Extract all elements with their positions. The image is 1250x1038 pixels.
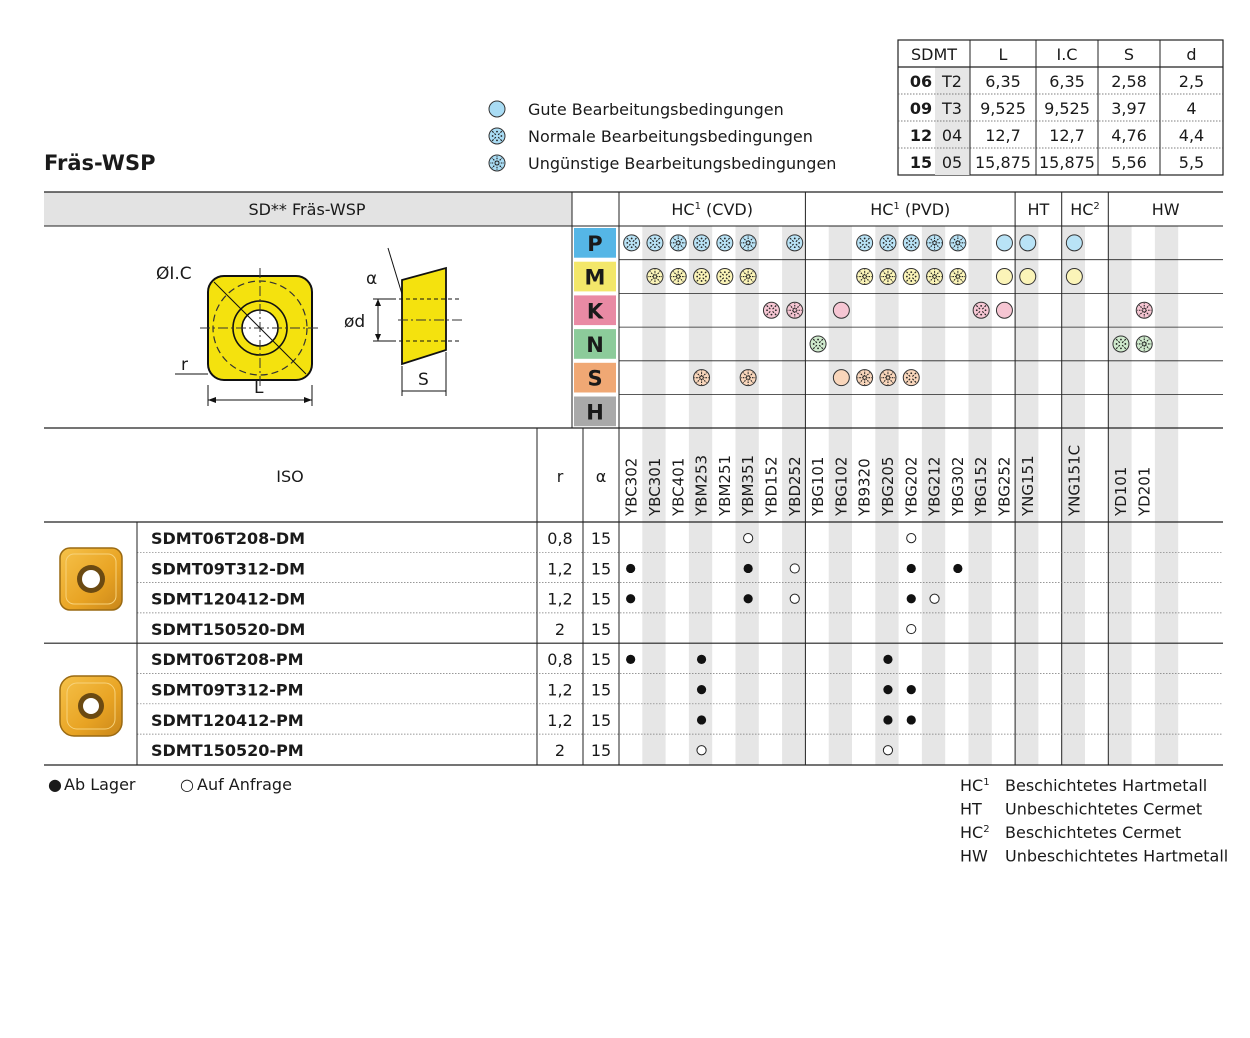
product-name: SDMT09T312-PM — [151, 680, 304, 700]
in-stock-dot — [907, 564, 916, 573]
product-radius: 1,2 — [547, 589, 573, 609]
dimension-value-ic: 6,35 — [1049, 72, 1085, 91]
dimension-header: d — [1186, 45, 1197, 64]
abbr-text: Unbeschichtetes Hartmetall — [1005, 846, 1229, 866]
abbr-text: Unbeschichtetes Cermet — [1005, 799, 1203, 819]
in-stock-dot — [697, 715, 706, 724]
in-stock-dot — [883, 655, 892, 664]
starburst-circle-icon — [489, 155, 505, 171]
dimension-suffix: 04 — [941, 126, 963, 145]
material-code: K — [586, 299, 604, 324]
S-label: S — [418, 370, 429, 390]
dimension-value-s: 2,58 — [1111, 72, 1147, 91]
grade-label: YBG212 — [925, 456, 944, 516]
abbr-code: HT — [960, 799, 982, 819]
condition-bad-icon — [880, 269, 896, 285]
grade-label: YBG152 — [972, 456, 991, 516]
on-request-dot — [790, 564, 799, 573]
product-radius: 1,2 — [547, 710, 573, 730]
abbr-code: $HC^1$ — [960, 776, 990, 795]
product-radius: 2 — [554, 741, 566, 761]
ic-label: ØI.C — [156, 264, 192, 284]
grade-label: YBM351 — [739, 454, 758, 516]
dimension-suffix: 05 — [941, 153, 963, 172]
grade-label: YBC301 — [645, 457, 664, 516]
in-stock-dot — [907, 594, 916, 603]
group-header: $HC^2$ — [1070, 200, 1100, 219]
dimension-size: 15 — [909, 153, 933, 172]
grade-label: YB9320 — [855, 458, 874, 516]
dimension-value-d: 4,4 — [1178, 126, 1205, 145]
on-request-dot — [697, 746, 706, 755]
circle-icon — [489, 101, 505, 117]
condition-normal-icon — [694, 235, 710, 251]
condition-normal-icon — [647, 235, 663, 251]
condition-bad-icon — [880, 370, 896, 386]
on-request-dot — [744, 534, 753, 543]
dimension-value-s: 4,76 — [1111, 126, 1147, 145]
dimension-suffix: T3 — [942, 99, 962, 118]
in-stock-symbol: ● — [48, 775, 62, 794]
on-request-dot — [930, 594, 939, 603]
alpha-header: α — [595, 467, 607, 486]
condition-normal-icon — [787, 235, 803, 251]
section-header: SD** Fräs-WSP — [248, 200, 366, 219]
condition-normal-icon — [973, 302, 989, 318]
condition-normal-icon — [903, 269, 919, 285]
condition-bad-icon — [740, 269, 756, 285]
on-request-symbol: ○ — [180, 775, 194, 794]
product-angle: 15 — [590, 619, 612, 639]
condition-normal-icon — [857, 235, 873, 251]
grade-label: YBM251 — [715, 454, 734, 516]
dimension-value-d: 5,5 — [1178, 153, 1205, 172]
L-label: L — [254, 378, 264, 398]
dimension-value-l: 9,525 — [980, 99, 1026, 118]
condition-normal-icon — [903, 235, 919, 251]
dimension-header: L — [998, 45, 1008, 64]
dimension-suffix: T2 — [942, 72, 962, 91]
group-header: HW — [1151, 200, 1180, 219]
grade-label: YBG202 — [902, 456, 921, 516]
material-code: P — [587, 231, 603, 256]
in-stock-dot — [626, 564, 635, 573]
abbr-code: HW — [960, 846, 988, 866]
product-angle: 15 — [590, 529, 612, 548]
condition-normal-icon — [763, 302, 779, 318]
condition-bad-icon — [694, 370, 710, 386]
grade-label: YBG302 — [948, 456, 967, 516]
product-name: SDMT09T312-DM — [151, 559, 306, 579]
insert-front-view — [156, 264, 320, 406]
product-name: SDMT120412-PM — [151, 710, 304, 730]
condition-bad-icon — [927, 269, 943, 285]
in-stock-dot — [883, 715, 892, 724]
in-stock-label: Ab Lager — [64, 775, 136, 794]
condition-bad-icon — [950, 269, 966, 285]
grade-label: YBD252 — [785, 456, 804, 516]
dimension-size: 06 — [909, 72, 933, 91]
alpha-label: α — [366, 269, 378, 289]
grade-label: YBG101 — [809, 456, 828, 516]
abbreviation-legend — [960, 776, 1228, 866]
dimension-value-l: 6,35 — [985, 72, 1021, 91]
in-stock-dot — [697, 655, 706, 664]
grade-label: YD101 — [1111, 466, 1130, 516]
product-radius: 0,8 — [547, 529, 573, 548]
abbr-code: $HC^2$ — [960, 823, 990, 842]
legend-normal-label: Normale Bearbeitungsbedingungen — [528, 127, 813, 146]
product-angle: 15 — [590, 650, 612, 670]
condition-normal-icon — [717, 269, 733, 285]
material-code: N — [586, 332, 604, 357]
group-header: $HC^1$ (PVD) — [870, 200, 951, 219]
grade-label: YBG205 — [878, 456, 897, 516]
dimension-value-ic: 12,7 — [1049, 126, 1085, 145]
product-angle: 15 — [590, 741, 612, 761]
product-radius: 1,2 — [547, 559, 573, 579]
in-stock-dot — [744, 564, 753, 573]
condition-bad-icon — [670, 269, 686, 285]
dimension-value-l: 12,7 — [985, 126, 1021, 145]
condition-good-icon — [996, 269, 1012, 285]
dimension-header: I.C — [1056, 45, 1078, 64]
grade-label: YBD152 — [762, 456, 781, 516]
r-label: r — [181, 355, 188, 375]
d-label: ød — [344, 312, 366, 332]
condition-normal-icon — [694, 269, 710, 285]
condition-bad-icon — [1136, 336, 1152, 352]
product-angle: 15 — [590, 680, 612, 700]
on-request-dot — [883, 746, 892, 755]
in-stock-dot — [626, 594, 635, 603]
grade-label: YBG102 — [832, 456, 851, 516]
iso-header: ISO — [276, 467, 304, 486]
condition-legend — [489, 100, 836, 173]
dimension-value-d: 4 — [1186, 99, 1197, 118]
material-code: H — [586, 400, 604, 425]
abbr-text: Beschichtetes Hartmetall — [1005, 776, 1208, 795]
grade-label: YBC302 — [622, 457, 641, 516]
grade-label: YD201 — [1135, 466, 1154, 516]
condition-normal-icon — [1113, 336, 1129, 352]
condition-bad-icon — [670, 235, 686, 251]
condition-bad-icon — [927, 235, 943, 251]
condition-bad-icon — [740, 370, 756, 386]
insert-drawing — [156, 248, 464, 406]
in-stock-dot — [907, 685, 916, 694]
condition-good-icon — [1066, 235, 1082, 251]
dimension-table — [898, 40, 1223, 175]
condition-bad-icon — [950, 235, 966, 251]
condition-bad-icon — [647, 269, 663, 285]
insert-side-view — [344, 248, 464, 396]
grade-label: YBC401 — [669, 457, 688, 516]
condition-good-icon — [833, 302, 849, 318]
in-stock-dot — [907, 715, 916, 724]
in-stock-dot — [744, 594, 753, 603]
product-radius: 2 — [554, 619, 566, 639]
product-radius: 0,8 — [547, 650, 573, 670]
legend-bad-label: Ungünstige Bearbeitungsbedingungen — [528, 154, 837, 173]
product-angle: 15 — [590, 589, 612, 609]
dimension-value-l: 15,875 — [975, 153, 1031, 172]
on-request-dot — [907, 624, 916, 633]
condition-bad-icon — [857, 370, 873, 386]
insert-photo-dm — [60, 548, 122, 610]
dimension-value-s: 3,97 — [1111, 99, 1147, 118]
material-code: S — [587, 366, 603, 391]
condition-normal-icon — [903, 370, 919, 386]
abbr-text: Beschichtetes Cermet — [1005, 823, 1182, 842]
page-title: Fräs-WSP — [44, 151, 156, 175]
product-name: SDMT06T208-DM — [151, 529, 306, 548]
product-name: SDMT150520-DM — [151, 619, 306, 639]
dimension-value-ic: 15,875 — [1039, 153, 1095, 172]
in-stock-dot — [953, 564, 962, 573]
in-stock-dot — [697, 685, 706, 694]
insert-photo-pm — [60, 676, 122, 736]
grade-label: YBG252 — [995, 456, 1014, 516]
condition-bad-icon — [740, 235, 756, 251]
legend-good-label: Gute Bearbeitungsbedingungen — [528, 100, 784, 119]
condition-good-icon — [996, 302, 1012, 318]
on-request-dot — [907, 534, 916, 543]
condition-bad-icon — [787, 302, 803, 318]
condition-normal-icon — [810, 336, 826, 352]
dimension-size: 09 — [909, 99, 933, 118]
in-stock-dot — [626, 655, 635, 664]
condition-good-icon — [996, 235, 1012, 251]
group-header: HT — [1027, 200, 1050, 219]
column-stripe — [1155, 226, 1178, 765]
dimension-value-ic: 9,525 — [1044, 99, 1090, 118]
condition-bad-icon — [1136, 302, 1152, 318]
on-request-dot — [790, 594, 799, 603]
condition-normal-icon — [624, 235, 640, 251]
product-name: SDMT120412-DM — [151, 589, 306, 609]
product-angle: 15 — [590, 710, 612, 730]
grade-label: YBM253 — [692, 454, 711, 516]
group-header: $HC^1$ (CVD) — [671, 200, 753, 219]
stock-legend — [48, 775, 292, 794]
product-radius: 1,2 — [547, 680, 573, 700]
grade-label: YNG151 — [1018, 455, 1037, 516]
condition-good-icon — [833, 370, 849, 386]
condition-normal-icon — [880, 235, 896, 251]
condition-good-icon — [1020, 235, 1036, 251]
dimension-size: 12 — [909, 126, 933, 145]
condition-normal-icon — [717, 235, 733, 251]
r-header: r — [556, 467, 564, 486]
dimension-header: SDMT — [910, 45, 958, 64]
condition-good-icon — [1020, 269, 1036, 285]
dimension-value-s: 5,56 — [1111, 153, 1147, 172]
material-code: M — [584, 265, 606, 290]
product-name: SDMT150520-PM — [151, 741, 304, 761]
condition-bad-icon — [857, 269, 873, 285]
condition-good-icon — [1066, 269, 1082, 285]
on-request-label: Auf Anfrage — [197, 775, 292, 794]
product-angle: 15 — [590, 559, 612, 579]
dashed-cross-circle-icon — [489, 128, 505, 144]
dimension-header: S — [1123, 45, 1135, 64]
product-name: SDMT06T208-PM — [151, 650, 304, 670]
dimension-value-d: 2,5 — [1178, 72, 1205, 91]
grade-label: YNG151C — [1065, 444, 1084, 516]
in-stock-dot — [883, 685, 892, 694]
